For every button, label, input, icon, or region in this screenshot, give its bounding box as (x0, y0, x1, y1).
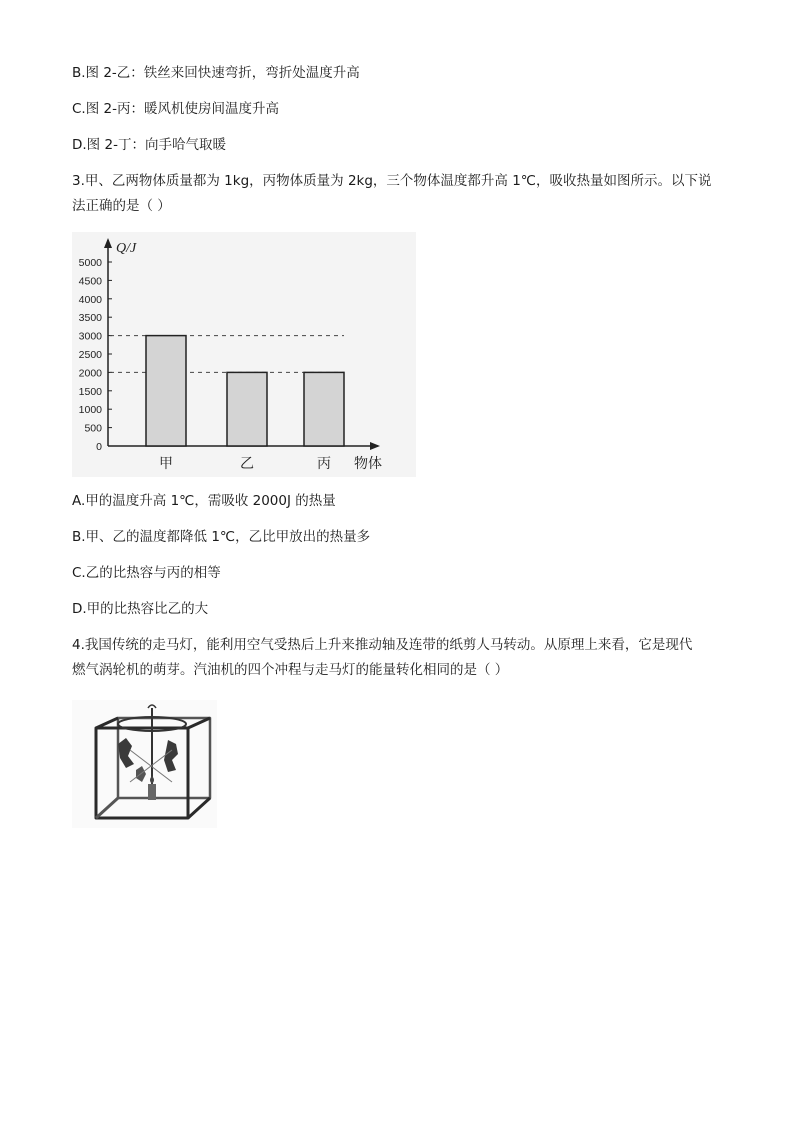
option-b-q2: B.图 2-乙：铁丝来回快速弯折，弯折处温度升高 (72, 65, 360, 81)
option-d-q2: D.图 2-丁：向手哈气取暖 (72, 137, 226, 153)
y-tick-label: 4000 (78, 293, 102, 306)
x-tick-label: 甲 (159, 456, 173, 472)
option-c-q2: C.图 2-丙：暖风机使房间温度升高 (72, 101, 279, 117)
question-3-stem-line1: 3.甲、乙两物体质量都为 1kg，丙物体质量为 2kg，三个物体温度都升高 1℃，吸收热量如图所示。以下说 (72, 173, 712, 189)
y-axis-label: Q/J (116, 241, 137, 256)
y-tick-label: 1000 (78, 404, 102, 417)
y-tick-label: 2500 (78, 349, 102, 361)
y-tick-label: 2000 (78, 367, 102, 380)
y-tick-label: 5000 (78, 257, 102, 269)
option-b-q3: B.甲、乙的温度都降低 1℃，乙比甲放出的热量多 (72, 529, 371, 545)
y-tick-label: 3500 (78, 312, 102, 325)
option-d-q3: D.甲的比热容比乙的大 (72, 601, 209, 617)
x-axis-label: 物体 (354, 456, 382, 472)
revolving-lantern-icon (72, 700, 217, 828)
bar-chart (72, 232, 416, 477)
y-tick-label: 3000 (78, 330, 102, 343)
y-tick-label: 4500 (78, 275, 102, 288)
y-tick-label: 1500 (78, 385, 102, 398)
option-a-q3: A.甲的温度升高 1℃，需吸收 2000J 的热量 (72, 493, 336, 509)
bar (304, 372, 344, 446)
x-tick-label: 丙 (317, 456, 331, 472)
bar (146, 336, 186, 446)
y-tick-label: 0 (96, 441, 102, 453)
question-4-stem-line1: 4.我国传统的走马灯，能利用空气受热后上升来推动轴及连带的纸剪人马转动。从原理上来看，它是现代 (72, 637, 693, 653)
question-3-stem-line2: 法正确的是（ ） (72, 198, 171, 214)
question-4-stem-line2: 燃气涡轮机的萌芽。汽油机的四个冲程与走马灯的能量转化相同的是（ ） (72, 662, 509, 678)
x-tick-label: 乙 (240, 456, 254, 472)
y-tick-label: 500 (84, 422, 102, 435)
option-c-q3: C.乙的比热容与丙的相等 (72, 565, 221, 581)
bar (227, 372, 267, 446)
